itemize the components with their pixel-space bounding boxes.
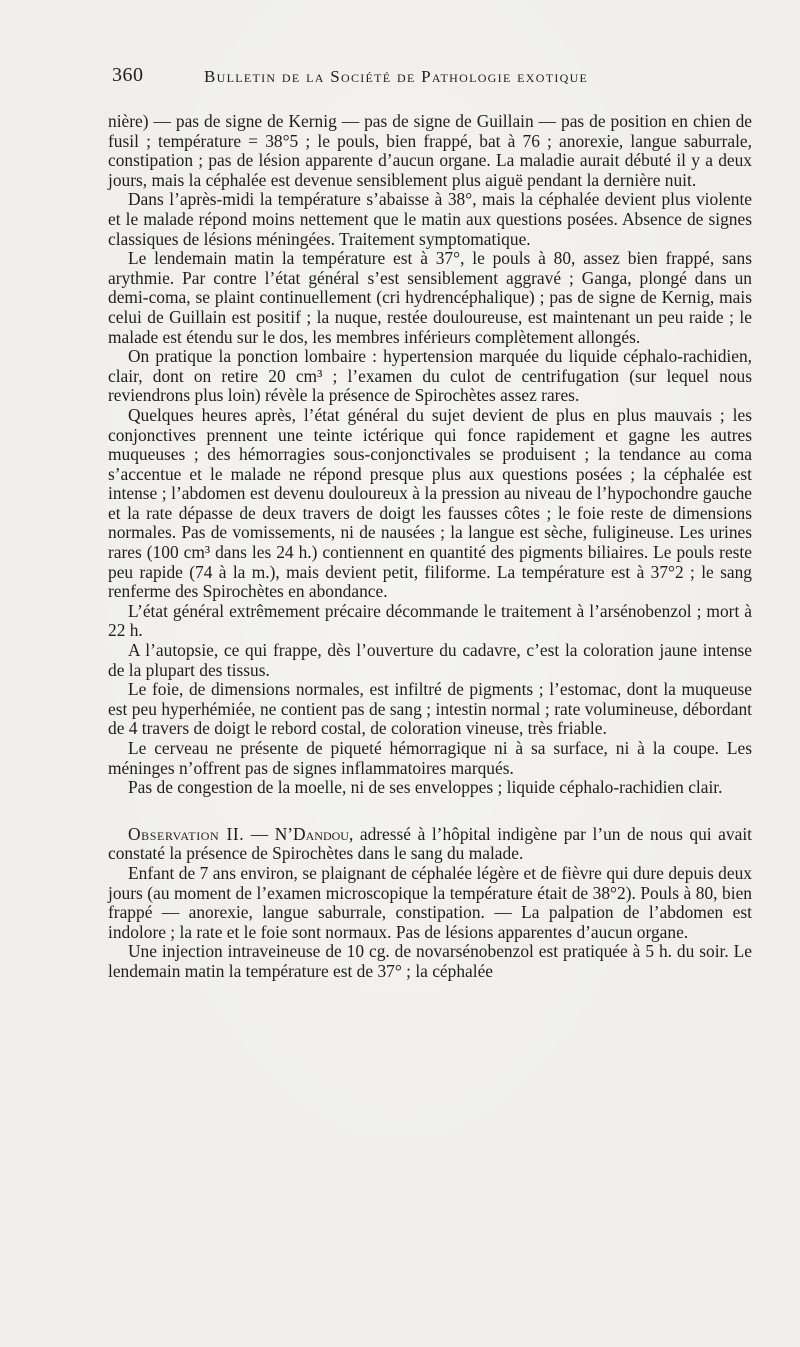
paragraph-2: Dans l’après-midi la température s’abaisse à 38°, mais la céphalée devient plus violente et le malade répond moins nettement que le matin aux questions posées. Absence de signes classiques de lésions méningées. Traitement symptomatique.	[108, 189, 752, 249]
observation-label: Observation II.	[128, 823, 245, 844]
paragraph-6: L’état général extrêmement précaire décommande le traitement à l’arsénobenzol ; mort à 22 h.	[108, 600, 752, 641]
page-number: 360	[112, 64, 144, 86]
paragraph-7: A l’autopsie, ce qui frappe, dès l’ouverture du cadavre, c’est la coloration jaune intense de la plupart des tissus.	[108, 640, 752, 680]
paragraph-9: Le cerveau ne présente de piqueté hémorragique ni à sa surface, ni à la coupe. Les méninges n’offrent pas de signes inflammatoires marqués.	[108, 738, 752, 778]
paragraph-10: Pas de congestion de la moelle, ni de ses enveloppes ; liquide céphalo-rachidien clair.	[128, 777, 723, 798]
patient-name: N’Dandou	[274, 823, 349, 844]
observation-paragraph-2: Une injection intraveineuse de 10 cg. de novarsénobenzol est pratiquée à 5 h. du soir. Le lendemain matin la température est de 37° ; la céphalée	[108, 941, 752, 981]
paragraph-5: Quelques heures après, l’état général du sujet devient de plus en plus mauvais ; les conjonctives prennent une teinte ictérique qui fonce rapidement et gagne les autres muqueuses ; des hémorragies sous-conjonctivales se produisent ; la tendance au coma s’accentue et le malade ne répond presque plus aux questions posées ; la céphalée est intense ; l’abdomen est devenu douloureux à la pression au niveau de l’hypochondre gauche et la rate dépasse de deux travers de doigt les fausses côtes ; le foie reste de dimensions normales. Pas de vomissements, ni de nausées ; la langue est sèche, fuligineuse. Les urines rares (100 cm³ dans les 24 h.) contiennent en quantité des pigments biliaires. Le pouls reste peu rapide (74 à la m.), mais devient petit, filiforme. La température est à 37°2 ; le sang renferme des Spirochètes en abondance.	[108, 404, 752, 602]
observation-lead-text: , adressé à l’hôpital indigène par l’un de nous qui avait constaté la présence de Spirochètes dans le sang du malade.	[108, 823, 752, 864]
paragraph-8: Le foie, de dimensions normales, est infiltré de pigments ; l’estomac, dont la muqueuse est peu hyperhémiée, ne contient pas de sang ; intestin normal ; rate volumineuse, débordant de 4 travers de doigt le rebord costal, de coloration vineuse, très friable.	[108, 679, 752, 739]
observation-heading-paragraph: Observation II. — N’Dandou, adressé à l’hôpital indigène par l’un de nous qui avait constaté la présence de Spirochètes dans le sang du malade.	[108, 823, 752, 864]
paragraph-1: nière) — pas de signe de Kernig — pas de signe de Guillain — pas de position en chien de fusil ; température = 38°5 ; le pouls, bien frappé, bat à 76 ; anorexie, langue saburrale, constipation ; pas de lésion apparente d’aucun organe. La maladie aurait débuté il y a deux jours, mais la céphalée est devenue sensiblement plus aiguë pendant la dernière nuit.	[108, 111, 752, 190]
section-gap	[108, 798, 752, 825]
observation-paragraph-1: Enfant de 7 ans environ, se plaignant de céphalée légère et de fièvre qui dure depuis deux jours (au moment de l’examen microscopique la température était de 38°2). Pouls à 80, bien frappé — anorexie, langue saburrale, constipation. — La palpation de l’abdomen est indolore ; la rate et le foie sont normaux. Pas de lésions apparentes d’aucun organe.	[108, 862, 752, 942]
page-header	[112, 64, 672, 94]
running-head: Bulletin de la Société de Pathologie exotique	[204, 67, 589, 86]
paragraph-3: Le lendemain matin la température est à 37°, le pouls à 80, assez bien frappé, sans arythmie. Par contre l’état général s’est sensiblement aggravé ; Ganga, plongé dans un demi-coma, se plaint continuellement (cri hydrencéphalique) ; pas de signe de Kernig, mais celui de Guillain est positif ; la nuque, restée douloureuse, est maintenant un peu raide ; le malade est étendu sur le dos, les membres inférieurs complètement allongés.	[108, 248, 752, 347]
paragraph-4: On pratique la ponction lombaire : hypertension marquée du liquide céphalo-rachidien, clair, dont on retire 20 cm³ ; l’examen du culot de centrifugation (sur lequel nous reviendrons plus loin) révèle la présence de Spirochètes assez rares.	[108, 346, 752, 406]
body-text	[108, 112, 752, 982]
